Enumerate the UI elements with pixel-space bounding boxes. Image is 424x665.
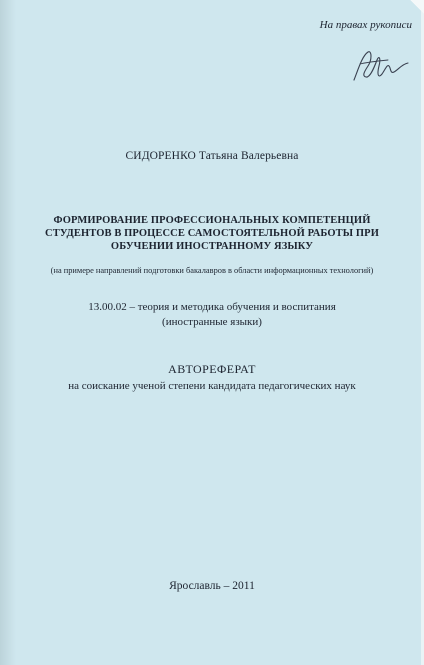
thesis-subtitle: (на примере направлений подготовки бакалавров в области информационных технологий) <box>50 266 374 275</box>
city-year: Ярославль – 2011 <box>169 580 255 592</box>
degree-line: на соискание ученой степени кандидата педагогических наук <box>68 380 356 392</box>
author-name: СИДОРЕНКО Татьяна Валерьевна <box>125 150 299 162</box>
specialty-block <box>0 300 424 330</box>
scan-edge-shadow <box>0 0 16 665</box>
signature-mark <box>348 46 412 86</box>
thesis-title <box>22 214 402 253</box>
specialty-code: 13.00.02 – теория и методика обучения и воспитания <box>88 301 336 313</box>
title-line: СТУДЕНТОВ В ПРОЦЕССЕ САМОСТОЯТЕЛЬНОЙ РАБОТЫ ПРИ <box>45 228 379 239</box>
title-line: ОБУЧЕНИИ ИНОСТРАННОМУ ЯЗЫКУ <box>110 241 314 252</box>
specialty-field: (иностранные языки) <box>162 316 262 328</box>
title-line: ФОРМИРОВАНИЕ ПРОФЕССИОНАЛЬНЫХ КОМПЕТЕНЦИЙ <box>53 215 371 226</box>
folded-corner <box>410 0 424 14</box>
manuscript-rights-note: На правах рукописи <box>319 19 412 31</box>
abstract-heading: АВТОРЕФЕРАТ <box>168 362 256 376</box>
